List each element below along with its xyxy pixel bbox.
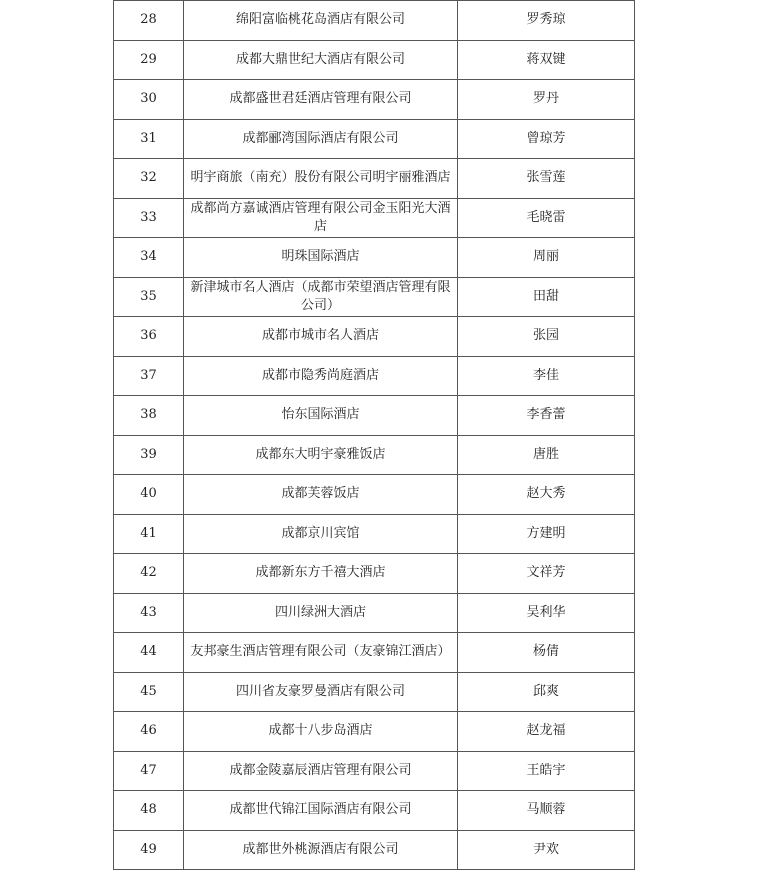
table (113, 0, 635, 870)
row-number-cell: 48 (114, 791, 184, 831)
table-row (114, 554, 635, 594)
table-row (114, 277, 635, 317)
hotel-name-cell: 成都新东方千禧大酒店 (184, 554, 458, 594)
row-number-cell: 37 (114, 356, 184, 396)
row-number-cell: 39 (114, 435, 184, 475)
hotel-name-cell: 成都东大明宇豪雅饭店 (184, 435, 458, 475)
hotel-name-cell: 成都大鼎世纪大酒店有限公司 (184, 40, 458, 80)
table-row (114, 119, 635, 159)
table-row (114, 317, 635, 357)
table-row (114, 1, 635, 41)
table-row (114, 435, 635, 475)
table-row (114, 514, 635, 554)
table-row (114, 159, 635, 199)
hotel-name-cell: 明珠国际酒店 (184, 238, 458, 278)
contact-person-cell: 方建明 (458, 514, 635, 554)
table-row (114, 198, 635, 238)
hotel-name-cell: 明宇商旅（南充）股份有限公司明宇丽雅酒店 (184, 159, 458, 199)
table-row (114, 712, 635, 752)
row-number-cell: 30 (114, 80, 184, 120)
contact-person-cell: 邱爽 (458, 672, 635, 712)
contact-person-cell: 文祥芳 (458, 554, 635, 594)
table-row (114, 238, 635, 278)
table-row (114, 791, 635, 831)
row-number-cell: 49 (114, 830, 184, 870)
row-number-cell: 41 (114, 514, 184, 554)
contact-person-cell: 李佳 (458, 356, 635, 396)
hotel-name-cell: 成都世外桃源酒店有限公司 (184, 830, 458, 870)
hotel-name-cell: 新津城市名人酒店（成都市荣望酒店管理有限公司） (184, 277, 458, 317)
table-row (114, 593, 635, 633)
contact-person-cell: 蒋双键 (458, 40, 635, 80)
row-number-cell: 42 (114, 554, 184, 594)
row-number-cell: 43 (114, 593, 184, 633)
hotel-name-cell: 成都市城市名人酒店 (184, 317, 458, 357)
hotel-name-cell: 四川省友豪罗曼酒店有限公司 (184, 672, 458, 712)
row-number-cell: 36 (114, 317, 184, 357)
contact-person-cell: 张雪莲 (458, 159, 635, 199)
hotel-contact-table (113, 0, 634, 870)
table-row (114, 672, 635, 712)
row-number-cell: 47 (114, 751, 184, 791)
hotel-name-cell: 成都郦湾国际酒店有限公司 (184, 119, 458, 159)
table-row (114, 475, 635, 515)
hotel-name-cell: 成都十八步岛酒店 (184, 712, 458, 752)
hotel-name-cell: 绵阳富临桃花岛酒店有限公司 (184, 1, 458, 41)
hotel-name-cell: 友邦豪生酒店管理有限公司（友豪锦江酒店） (184, 633, 458, 673)
hotel-name-cell: 成都世代锦江国际酒店有限公司 (184, 791, 458, 831)
row-number-cell: 32 (114, 159, 184, 199)
row-number-cell: 40 (114, 475, 184, 515)
row-number-cell: 44 (114, 633, 184, 673)
row-number-cell: 29 (114, 40, 184, 80)
table-row (114, 751, 635, 791)
contact-person-cell: 罗丹 (458, 80, 635, 120)
table-row (114, 40, 635, 80)
contact-person-cell: 赵大秀 (458, 475, 635, 515)
table-row (114, 80, 635, 120)
contact-person-cell: 唐胜 (458, 435, 635, 475)
contact-person-cell: 李香蕾 (458, 396, 635, 436)
contact-person-cell: 吴利华 (458, 593, 635, 633)
row-number-cell: 28 (114, 1, 184, 41)
row-number-cell: 31 (114, 119, 184, 159)
contact-person-cell: 马顺蓉 (458, 791, 635, 831)
contact-person-cell: 尹欢 (458, 830, 635, 870)
contact-person-cell: 曾琼芳 (458, 119, 635, 159)
table-row (114, 356, 635, 396)
table-row (114, 830, 635, 870)
hotel-name-cell: 怡东国际酒店 (184, 396, 458, 436)
hotel-name-cell: 成都金陵嘉辰酒店管理有限公司 (184, 751, 458, 791)
contact-person-cell: 田甜 (458, 277, 635, 317)
row-number-cell: 35 (114, 277, 184, 317)
hotel-name-cell: 成都芙蓉饭店 (184, 475, 458, 515)
table-body (114, 1, 635, 870)
contact-person-cell: 杨倩 (458, 633, 635, 673)
contact-person-cell: 毛晓雷 (458, 198, 635, 238)
contact-person-cell: 张园 (458, 317, 635, 357)
row-number-cell: 38 (114, 396, 184, 436)
contact-person-cell: 赵龙福 (458, 712, 635, 752)
row-number-cell: 46 (114, 712, 184, 752)
hotel-name-cell: 四川绿洲大酒店 (184, 593, 458, 633)
contact-person-cell: 罗秀琼 (458, 1, 635, 41)
row-number-cell: 33 (114, 198, 184, 238)
table-row (114, 396, 635, 436)
hotel-name-cell: 成都尚方嘉诚酒店管理有限公司金玉阳光大酒店 (184, 198, 458, 238)
hotel-name-cell: 成都市隐秀尚庭酒店 (184, 356, 458, 396)
hotel-name-cell: 成都京川宾馆 (184, 514, 458, 554)
row-number-cell: 34 (114, 238, 184, 278)
hotel-name-cell: 成都盛世君廷酒店管理有限公司 (184, 80, 458, 120)
row-number-cell: 45 (114, 672, 184, 712)
contact-person-cell: 王皓宇 (458, 751, 635, 791)
table-row (114, 633, 635, 673)
contact-person-cell: 周丽 (458, 238, 635, 278)
